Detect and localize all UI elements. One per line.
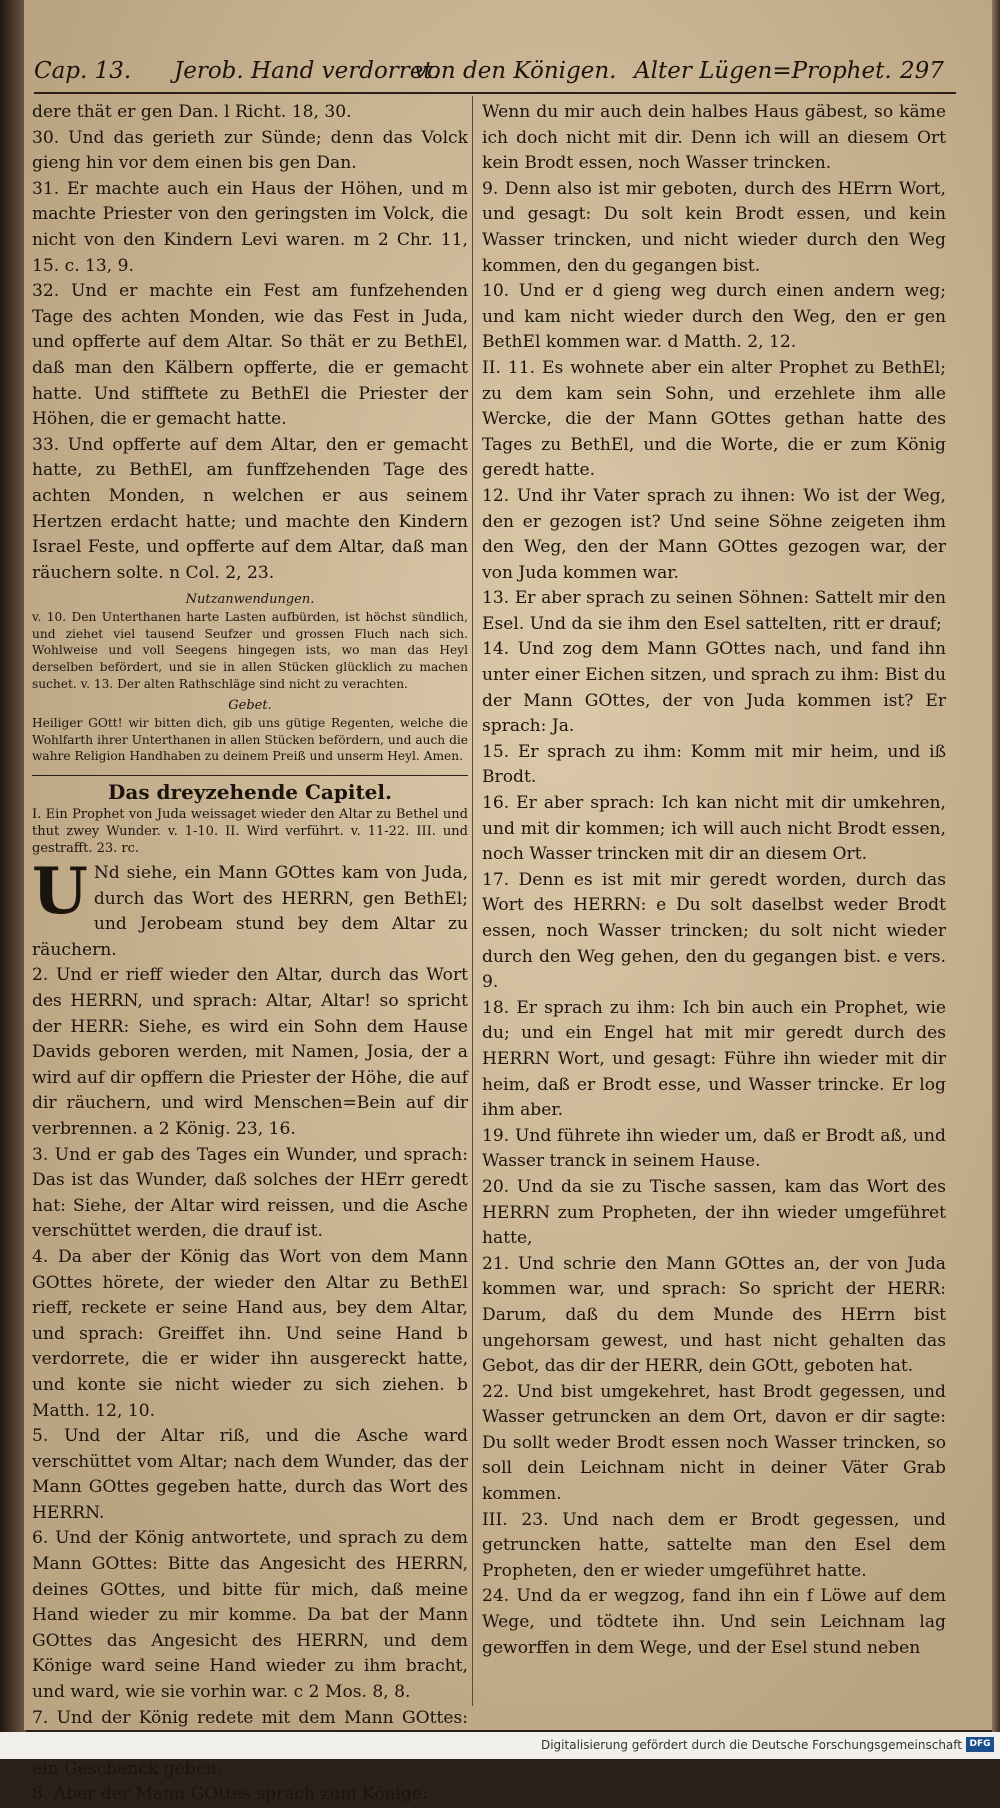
header-chapter: Cap. 13.	[34, 58, 132, 84]
verse: 22. Und bist umgekehret, hast Brodt gegessen, und Wasser getruncken an dem Ort, davon er dir sagte: Du sollt weder Brodt essen noch Wasser trincken, so soll dein Leichnam nicht in deiner Väter Grab kommen.	[482, 1381, 946, 1505]
verse: Wenn du mir auch dein halbes Haus gäbest, so käme ich doch nicht mit dir. Denn ich will an diesem Ort kein Brodt essen, noch Wasser trincken.	[482, 102, 946, 174]
verse-with-initial	[32, 854, 468, 963]
verse: 9. Denn also ist mir geboten, durch des HErrn Wort, und gesagt: Du solt kein Brodt essen, und kein Wasser trincken, und nicht wieder durch den Weg kommen, den du gegangen bist.	[482, 178, 946, 276]
digitization-footer	[0, 1732, 1000, 1759]
header-middle: von den Königen.	[414, 58, 617, 84]
header-right: Alter Lügen=Prophet.	[634, 58, 892, 84]
application-title: Nutzanwendungen.	[185, 592, 315, 608]
page-number: 297	[900, 58, 944, 84]
verse: 14. Und zog dem Mann GOttes nach, und fand ihn unter einer Eichen sitzen, und sprach zu ihm: Bist du der Mann GOttes, der von Juda kommen ist? Er sprach: Ja.	[482, 639, 946, 737]
verse: 13. Er aber sprach zu seinen Söhnen: Sattelt mir den Esel. Und da sie ihm den Esel sattelten, ritt er drauf;	[482, 588, 946, 634]
header-rule	[34, 92, 956, 94]
verse: 10. Und er d gieng weg durch einen andern weg; und kam nicht wieder durch den Weg, den er gen BethEl kommen war. d Matth. 2, 12.	[482, 281, 946, 353]
prayer-title: Gebet.	[228, 698, 272, 714]
running-header	[34, 58, 954, 92]
verse: 31. Er machte auch ein Haus der Höhen, und m machte Priester von den geringsten im Volck, die nicht von den Kindern Levi waren. m 2 Chr. 11, 15. c. 13, 9.	[32, 178, 468, 276]
verse-text: Nd siehe, ein Mann GOttes kam von Juda, durch das Wort des HERRN, gen BethEl; und Jerobeam stund bey dem Altar zu räuchern.	[32, 863, 468, 960]
chapter-title: Das dreyzehende Capitel.	[32, 775, 468, 804]
right-column	[482, 100, 946, 1661]
verse: 5. Und der Altar riß, und die Asche ward verschüttet vom Altar; nach dem Wunder, das der Mann GOttes gegeben hatte, durch das Wort des HERRN.	[32, 1426, 468, 1523]
page-edge	[992, 0, 1000, 1759]
verse: 17. Denn es ist mit mir geredt worden, durch das Wort des HERRN: e Du solt daselbst weder Brodt essen, noch Wasser trincken; du solt nicht wieder durch den Weg gehen, den du gegangen bist. e vers. 9.	[482, 869, 946, 993]
chapter-heading	[32, 775, 468, 857]
column-divider	[472, 96, 473, 1706]
verse: 24. Und da er wegzog, fand ihn ein f Löwe auf dem Wege, und tödtete ihn. Und sein Leichnam lag geworffen in dem Wege, und der Esel stund neben	[482, 1586, 946, 1658]
footer-credit: Digitalisierung gefördert durch die Deutsche Forschungsgemeinschaft	[540, 1738, 962, 1752]
verse: 30. Und das gerieth zur Sünde; denn das Volck gieng hin vor dem einen bis gen Dan.	[32, 127, 468, 174]
dfg-logo: DFG	[966, 1737, 994, 1752]
drop-initial: U	[32, 854, 88, 930]
verse: II. 11. Es wohnete aber ein alter Prophet zu BethEl; zu dem kam sein Sohn, und erzehlete ihm alle Wercke, die der Mann GOttes gethan hatte des Tages zu BethEl, und die Worte, die er zum König geredt hatte.	[482, 357, 946, 481]
prayer-text: Heiliger GOtt! wir bitten dich, gib uns gütige Regenten, welche die Wohlfarth ihrer Unterthanen in allen Stücken befördern, und auch die wahre Religion Handhaben zu deinem Preiß und unserm Heyl. Amen.	[32, 716, 468, 764]
application-box	[32, 592, 468, 765]
verse: III. 23. Und nach dem er Brodt gegessen, und getruncken hatte, sattelte man den Esel dem Propheten, den er wieder umgeführet hatte.	[482, 1509, 946, 1581]
verse: 12. Und ihr Vater sprach zu ihnen: Wo ist der Weg, den er gezogen ist? Und seine Söhne zeigeten ihm den Weg, den der Mann GOttes gezogen war, der von Juda kommen war.	[482, 485, 946, 583]
verse: 4. Da aber der König das Wort von dem Mann GOttes hörete, der wieder den Altar zu BethEl rieff, reckete er seine Hand aus, bey dem Altar, und sprach: Greiffet ihn. Und seine Hand b verdorrete, die er wider ihn ausgereckt hatte, und konte sie nicht wieder zu sich ziehen. b Matth. 12, 10.	[32, 1246, 468, 1421]
verse: 7. Und der König redete mit dem Mann GOttes: ein Geschenck geben.	[32, 1707, 468, 1779]
application-text: v. 10. Den Unterthanen harte Lasten aufbürden, ist höchst sündlich, und ziehet viel tausend Seufzer und grossen Fluch nach sich. Wohlweise und voll Seegens hingegen ists, wo man das Heyl derselben befördert, und sie in allen Stücken glücklich zu machen suchet. v. 13. Der alten Rathschläge sind nicht zu verachten.	[32, 610, 468, 691]
verse: dere thät er gen Dan. l Richt. 18, 30.	[32, 102, 352, 122]
chapter-summary: I. Ein Prophet von Juda weissaget wieder den Altar zu Bethel und thut zwey Wunder. v. 1-10. II. Wird verführt. v. 11-22. III. und gestrafft. 23. rc.	[32, 807, 468, 857]
verse: 21. Und schrie den Mann GOttes an, der von Juda kommen war, und sprach: So spricht der HERR: Darum, daß du dem Munde des HErrn bist ungehorsam gewest, und hast nicht gehalten das Gebot, das dir der HERR, dein GOtt, geboten hat.	[482, 1253, 946, 1377]
left-column	[32, 100, 468, 1808]
verse: 8. Aber der Mann GOttes sprach zum Könige:	[32, 1784, 428, 1805]
verse: 20. Und da sie zu Tische sassen, kam das Wort des HERRN zum Propheten, der ihn wieder umgeführet hatte,	[482, 1176, 946, 1249]
verse: 19. Und führete ihn wieder um, daß er Brodt aß, und Wasser tranck in seinem Hause.	[482, 1125, 946, 1172]
verse: 33. Und opfferte auf dem Altar, den er gemacht hatte, zu BethEl, am funffzehenden Tage des achten Monden, n welchen er aus seinem Hertzen erdacht hatte; und machte den Kindern Israel Feste, und opfferte auf dem Altar, daß man räuchern solte. n Col. 2, 23.	[32, 434, 468, 583]
verse: 18. Er sprach zu ihm: Ich bin auch ein Prophet, wie du; und ein Engel hat mit mir geredt durch des HERRN Wort, und gesagt: Führe ihn wieder mit dir heim, daß er Brodt esse, und Wasser trincke. Er log ihm aber.	[482, 997, 946, 1121]
verse: 3. Und er gab des Tages ein Wunder, und sprach: Das ist das Wunder, daß solches der HErr geredt hat: Siehe, der Altar wird reissen, und die Asche verschüttet werden, die drauf ist.	[32, 1144, 468, 1242]
verse: 6. Und der König antwortete, und sprach zu dem Mann GOttes: Bitte das Angesicht des HERRN, deines GOttes, und bitte für mich, daß meine Hand wieder zu mir komme. Da bat der Mann GOttes das Angesicht des HERRN, und dem Könige ward seine Hand wieder zu ihm bracht, und ward, wie sie vorhin war. c 2 Mos. 8, 8.	[32, 1528, 468, 1703]
verse: 32. Und er machte ein Fest am funfzehenden Tage des achten Monden, wie das Fest in Juda, und opfferte auf dem Altar. So thät er zu BethEl, daß man den Kälbern opfferte, die er gemacht hatte. Und stifftete zu BethEl die Priester der Höhen, die er gemacht hatte.	[32, 281, 468, 430]
verse: 15. Er sprach zu ihm: Komm mit mir heim, und iß Brodt.	[482, 741, 946, 788]
header-left: Jerob. Hand verdorret.	[174, 58, 440, 84]
book-gutter	[0, 0, 26, 1759]
verse: 2. Und er rieff wieder den Altar, durch das Wort des HERRN, und sprach: Altar, Altar! so spricht der HERR: Siehe, es wird ein Sohn dem Hause Davids geboren werden, mit Namen, Josia, der a wird auf dir opffern die Priester der Höhe, die auf dir räuchern, und wird Menschen=Bein auf dir verbrennen. a 2 König. 23, 16.	[32, 965, 468, 1139]
verse: 16. Er aber sprach: Ich kan nicht mit dir umkehren, und mit dir kommen; ich will auch nicht Brodt essen, noch Wasser trincken mit dir an diesem Ort.	[482, 793, 946, 865]
